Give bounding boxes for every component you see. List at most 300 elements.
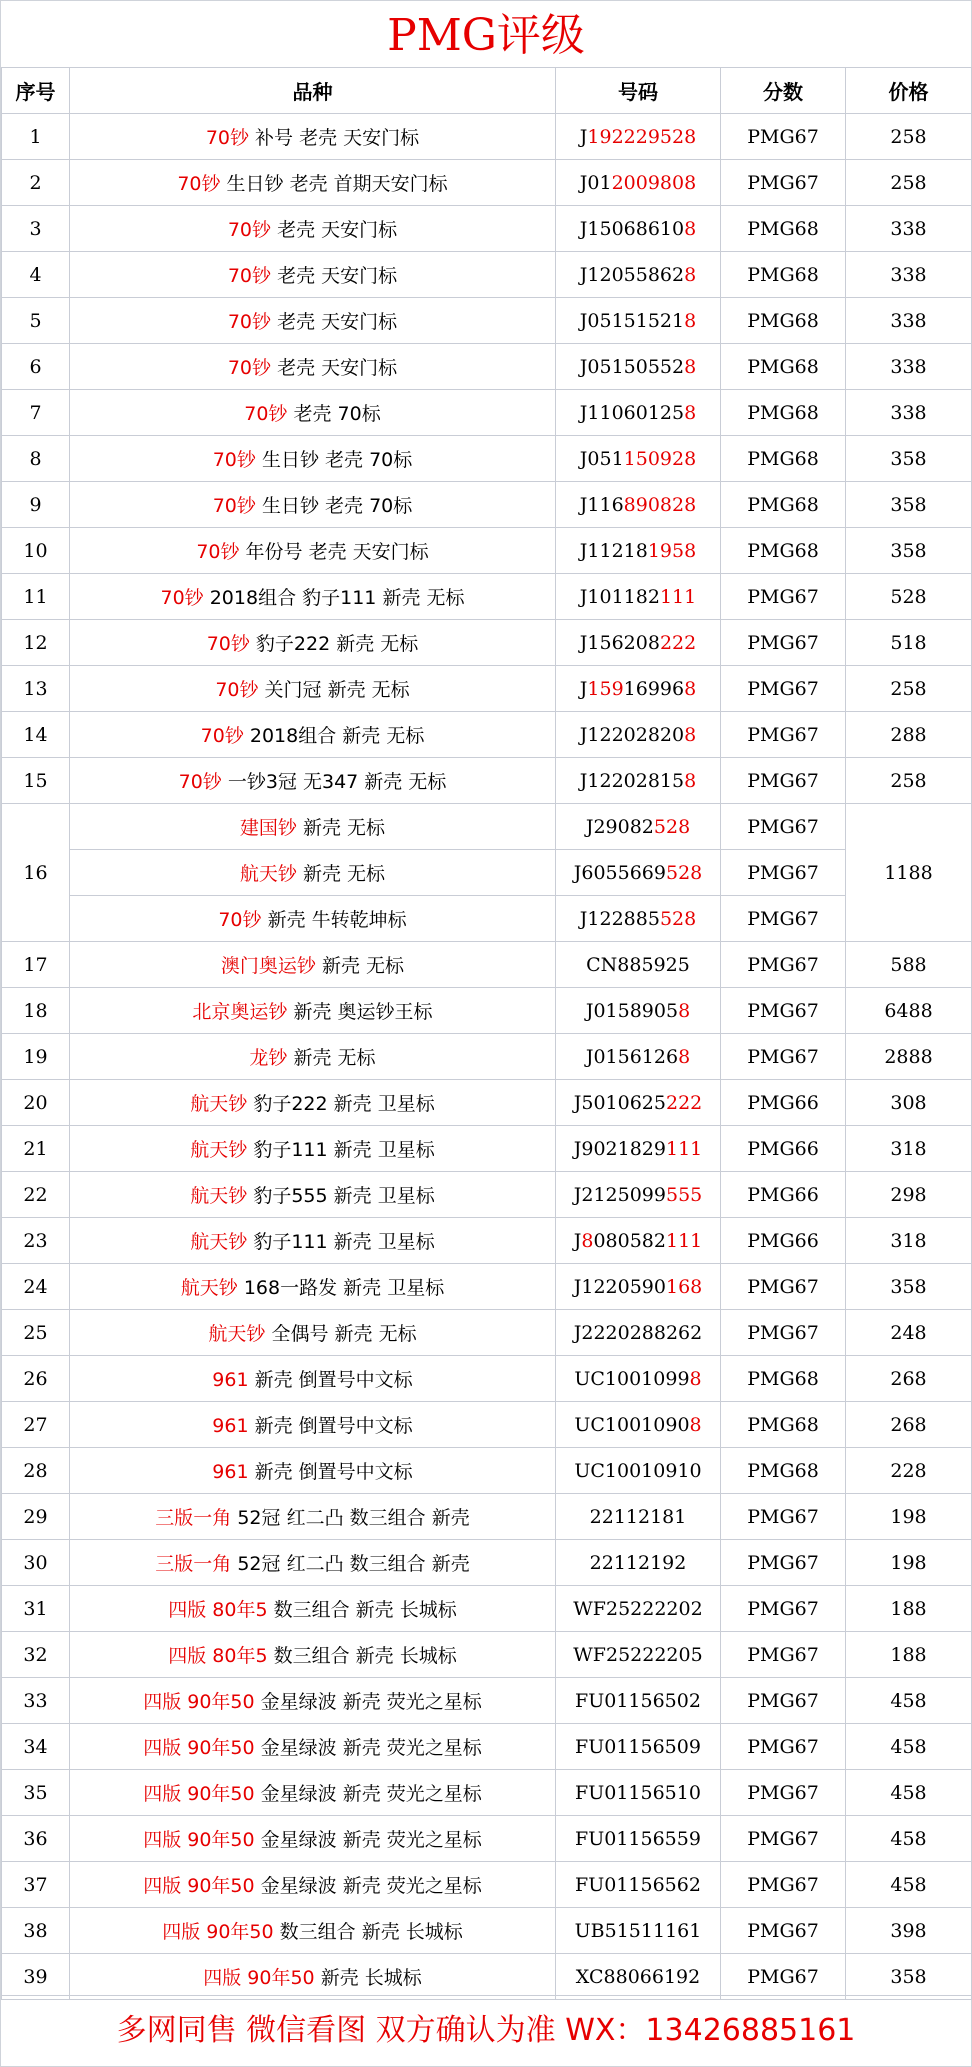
text-segment: 新壳 [333, 1139, 372, 1161]
text-segment: 卫星标 [377, 1185, 435, 1207]
row-serial [556, 574, 721, 620]
text-segment: 90年50 [187, 1737, 255, 1759]
row-serial [556, 850, 721, 896]
row-price: 268 [846, 1402, 972, 1448]
row-price: 248 [846, 1310, 972, 1356]
text-segment: 新壳 [333, 1231, 372, 1253]
text-segment: 90年50 [206, 1921, 274, 1943]
table-row [2, 206, 972, 252]
row-index: 25 [2, 1310, 70, 1356]
row-variety [70, 1632, 556, 1678]
row-index: 3 [2, 206, 70, 252]
row-score: PMG67 [721, 666, 846, 712]
text-segment: 新壳 [293, 1047, 332, 1069]
text-segment: 豹子222 [253, 1093, 328, 1115]
text-segment: 890828 [623, 493, 697, 516]
text-segment: 红二凸 [286, 1507, 344, 1529]
row-score: PMG67 [721, 1908, 846, 1954]
row-serial [556, 1632, 721, 1678]
text-segment: 70钞 [177, 173, 221, 195]
row-serial [556, 942, 721, 988]
row-price: 338 [846, 252, 972, 298]
text-segment: 新壳 [342, 1783, 381, 1805]
table-row [2, 1356, 972, 1402]
row-variety [70, 1540, 556, 1586]
text-segment: 无标 [337, 1047, 376, 1069]
text-segment: 2009808 [611, 171, 697, 194]
row-variety [70, 1402, 556, 1448]
text-segment: 80年5 [212, 1645, 268, 1667]
text-segment: J12055862 [579, 263, 685, 286]
row-index: 5 [2, 298, 70, 344]
text-segment: 8 [689, 1367, 702, 1390]
row-variety [70, 344, 556, 390]
row-index: 13 [2, 666, 70, 712]
text-segment: 111 [659, 585, 697, 608]
text-segment: 961 [212, 1369, 249, 1391]
text-segment: 四版 [143, 1829, 182, 1851]
text-segment: 天安门标 [321, 219, 398, 241]
text-segment: 航天钞 [180, 1277, 238, 1299]
row-score: PMG68 [721, 482, 846, 528]
row-serial [556, 1172, 721, 1218]
row-index: 2 [2, 160, 70, 206]
row-price: 188 [846, 1586, 972, 1632]
text-segment: 无标 [378, 1323, 417, 1345]
row-variety [70, 1034, 556, 1080]
row-variety [70, 1770, 556, 1816]
text-segment: J6055669 [573, 861, 666, 884]
table-row [2, 298, 972, 344]
text-segment: 荧光之星标 [386, 1783, 482, 1805]
text-segment: 航天钞 [208, 1323, 266, 1345]
grading-table [1, 67, 972, 2000]
text-segment: 70钞 [227, 357, 272, 379]
row-index: 8 [2, 436, 70, 482]
row-index: 7 [2, 390, 70, 436]
text-segment: 豹子222 [255, 633, 331, 655]
row-index: 10 [2, 528, 70, 574]
text-segment: 长城标 [399, 1645, 457, 1667]
row-variety [70, 1448, 556, 1494]
row-variety [70, 712, 556, 758]
row-variety [70, 1586, 556, 1632]
text-segment: 新壳 [382, 587, 421, 609]
text-segment: 8 [678, 1045, 691, 1068]
row-price: 398 [846, 1908, 972, 1954]
row-variety [70, 942, 556, 988]
row-variety [70, 252, 556, 298]
row-variety [70, 482, 556, 528]
text-segment: 70钞 [206, 633, 250, 655]
table-row [2, 436, 972, 482]
text-segment: 8 [684, 677, 697, 700]
text-segment: 生日钞 [261, 449, 319, 471]
row-serial [556, 1218, 721, 1264]
row-price: 588 [846, 942, 972, 988]
text-segment: J156208 [579, 631, 660, 654]
row-serial [556, 1540, 721, 1586]
row-score: PMG67 [721, 1862, 846, 1908]
row-score: PMG67 [721, 1310, 846, 1356]
row-price: 258 [846, 160, 972, 206]
text-segment: 荧光之星标 [386, 1737, 482, 1759]
text-segment: 528 [659, 907, 697, 930]
row-price: 198 [846, 1494, 972, 1540]
table-row [2, 1954, 972, 2000]
text-segment: 航天钞 [190, 1185, 248, 1207]
row-index: 30 [2, 1540, 70, 1586]
text-segment: 90年50 [187, 1691, 255, 1713]
text-segment: J101182 [579, 585, 660, 608]
row-index: 4 [2, 252, 70, 298]
text-segment: 四版 [143, 1691, 182, 1713]
row-index: 27 [2, 1402, 70, 1448]
page-title: PMG评级 [387, 10, 585, 61]
text-segment: 老壳 [277, 219, 316, 241]
text-segment: 无标 [347, 863, 386, 885]
text-segment: 无标 [366, 955, 405, 977]
text-segment: 新壳 [355, 1645, 394, 1667]
text-segment: 补号 [255, 127, 294, 149]
row-index: 31 [2, 1586, 70, 1632]
text-segment: J12202815 [579, 769, 685, 792]
row-price: 358 [846, 1264, 972, 1310]
row-index: 15 [2, 758, 70, 804]
row-index: 24 [2, 1264, 70, 1310]
text-segment: 8 [581, 1229, 594, 1252]
text-segment: 年份号 [245, 541, 303, 563]
table-row [2, 1586, 972, 1632]
row-variety [70, 206, 556, 252]
row-index: 11 [2, 574, 70, 620]
row-price: 458 [846, 1862, 972, 1908]
row-index: 12 [2, 620, 70, 666]
text-segment: J2220288262 [573, 1321, 703, 1344]
text-segment: 生日钞 [226, 173, 284, 195]
text-segment: J5010625 [573, 1091, 666, 1114]
row-serial [556, 1448, 721, 1494]
row-serial [556, 1126, 721, 1172]
row-index: 28 [2, 1448, 70, 1494]
text-segment: 卫星标 [377, 1139, 435, 1161]
row-score: PMG67 [721, 574, 846, 620]
text-segment: 航天钞 [190, 1093, 248, 1115]
row-variety [70, 758, 556, 804]
row-variety [70, 298, 556, 344]
row-serial [556, 758, 721, 804]
row-price: 288 [846, 712, 972, 758]
text-segment: J [573, 1229, 582, 1252]
row-serial [556, 1954, 721, 2000]
text-segment: 168一路发 [243, 1277, 338, 1299]
row-serial [556, 988, 721, 1034]
text-segment: 三版一角 [155, 1507, 232, 1529]
text-segment: 无标 [371, 679, 410, 701]
row-index: 18 [2, 988, 70, 1034]
row-score: PMG67 [721, 1540, 846, 1586]
table-row [2, 1908, 972, 1954]
text-segment: 70钞 [200, 725, 244, 747]
text-segment: 70钞 [196, 541, 240, 563]
text-segment: J11060125 [579, 401, 685, 424]
text-segment: 天安门标 [321, 265, 398, 287]
text-segment: 90年50 [187, 1829, 255, 1851]
row-index: 22 [2, 1172, 70, 1218]
row-serial [556, 896, 721, 942]
text-segment: 新壳 [334, 1323, 373, 1345]
row-score: PMG67 [721, 1954, 846, 2000]
row-variety [70, 666, 556, 712]
text-segment: 四版 [168, 1645, 207, 1667]
text-segment: 111 [665, 1137, 703, 1160]
table-row [2, 1264, 972, 1310]
text-segment: 四版 [143, 1875, 182, 1897]
text-segment: 卫星标 [377, 1093, 435, 1115]
row-serial [556, 1862, 721, 1908]
table-row [2, 988, 972, 1034]
row-serial [556, 1678, 721, 1724]
row-price: 318 [846, 1218, 972, 1264]
text-segment: WF25222205 [573, 1643, 703, 1666]
table-row [2, 850, 972, 896]
text-segment: FU01156562 [575, 1873, 701, 1896]
row-index: 35 [2, 1770, 70, 1816]
text-segment: 长城标 [399, 1599, 457, 1621]
text-segment: FU01156502 [575, 1689, 701, 1712]
text-segment: 老壳 [293, 403, 332, 425]
table-row [2, 1540, 972, 1586]
text-segment: 90年50 [187, 1783, 255, 1805]
row-score: PMG68 [721, 390, 846, 436]
table-header-row [2, 68, 972, 114]
row-variety [70, 1816, 556, 1862]
text-segment: 新壳 [293, 1001, 332, 1023]
row-serial [556, 1264, 721, 1310]
row-price: 528 [846, 574, 972, 620]
row-score: PMG66 [721, 1126, 846, 1172]
row-score: PMG68 [721, 252, 846, 298]
table-row [2, 390, 972, 436]
text-segment: 222 [665, 1091, 703, 1114]
row-price: 188 [846, 1632, 972, 1678]
row-score: PMG67 [721, 758, 846, 804]
table-row [2, 758, 972, 804]
text-segment: 老壳 [325, 495, 364, 517]
row-price: 358 [846, 482, 972, 528]
row-price: 318 [846, 1126, 972, 1172]
text-segment: UB51511161 [574, 1919, 702, 1942]
table-row [2, 1402, 972, 1448]
text-segment: 22112181 [589, 1505, 687, 1528]
row-index: 32 [2, 1632, 70, 1678]
text-segment: 新壳 [336, 633, 375, 655]
text-segment: J9021829 [573, 1137, 666, 1160]
text-segment: 倒置号中文标 [298, 1415, 413, 1437]
text-segment: 70标 [337, 403, 381, 425]
text-segment: 70钞 [218, 909, 262, 931]
row-price: 258 [846, 666, 972, 712]
text-segment: 老壳 [299, 127, 338, 149]
row-serial [556, 620, 721, 666]
text-segment: 四版 [203, 1967, 242, 1989]
text-segment: 70钞 [227, 265, 272, 287]
text-segment: 全偶号 [271, 1323, 329, 1345]
row-score: PMG67 [721, 620, 846, 666]
text-segment: 1958 [647, 539, 697, 562]
table-row [2, 1218, 972, 1264]
text-segment: J051 [579, 447, 624, 470]
header-index: 序号 [2, 68, 70, 114]
text-segment: 豹子555 [253, 1185, 328, 1207]
text-segment: 老壳 [277, 357, 316, 379]
row-variety [70, 850, 556, 896]
text-segment: 航天钞 [190, 1139, 248, 1161]
row-price: 338 [846, 206, 972, 252]
text-segment: J15068610 [579, 217, 685, 240]
table-row [2, 482, 972, 528]
row-score: PMG67 [721, 1264, 846, 1310]
text-segment: 528 [653, 815, 691, 838]
text-segment: WF25222202 [573, 1597, 703, 1620]
row-price: 358 [846, 528, 972, 574]
row-variety [70, 1310, 556, 1356]
text-segment: 金星绿波 [260, 1691, 337, 1713]
row-price: 308 [846, 1080, 972, 1126]
row-price: 338 [846, 390, 972, 436]
text-segment: UC1001099 [574, 1367, 690, 1390]
row-score: PMG68 [721, 1402, 846, 1448]
row-index: 14 [2, 712, 70, 758]
row-score: PMG66 [721, 1080, 846, 1126]
row-index: 20 [2, 1080, 70, 1126]
row-variety [70, 1494, 556, 1540]
text-segment: 16996 [623, 677, 685, 700]
text-segment: J05150552 [579, 355, 685, 378]
text-segment: 新壳 [364, 771, 403, 793]
text-segment: 70标 [369, 495, 413, 517]
header-score: 分数 [721, 68, 846, 114]
row-score: PMG68 [721, 344, 846, 390]
text-segment: 老壳 [277, 311, 316, 333]
row-score: PMG68 [721, 1356, 846, 1402]
text-segment: 90年50 [187, 1875, 255, 1897]
text-segment: 建国钞 [239, 817, 297, 839]
row-index: 39 [2, 1954, 70, 2000]
text-segment: 航天钞 [190, 1231, 248, 1253]
row-serial [556, 114, 721, 160]
text-segment: 荧光之星标 [386, 1691, 482, 1713]
text-segment: CN885925 [586, 953, 690, 976]
row-serial [556, 1494, 721, 1540]
row-score: PMG67 [721, 1034, 846, 1080]
row-serial [556, 482, 721, 528]
text-segment: 豹子111 [253, 1139, 328, 1161]
row-index: 19 [2, 1034, 70, 1080]
text-segment: 70钞 [178, 771, 222, 793]
row-index: 1 [2, 114, 70, 160]
text-segment: 90年50 [247, 1967, 315, 1989]
text-segment: J0156126 [585, 1045, 679, 1068]
text-segment: 19222952 [587, 125, 685, 148]
row-variety [70, 1954, 556, 2000]
text-segment: 新壳 [342, 1829, 381, 1851]
text-segment: J116 [579, 493, 624, 516]
row-score: PMG67 [721, 1724, 846, 1770]
row-price: 2888 [846, 1034, 972, 1080]
row-serial [556, 712, 721, 758]
row-variety [70, 114, 556, 160]
text-segment: 8 [684, 125, 697, 148]
text-segment: 金星绿波 [260, 1783, 337, 1805]
table-row [2, 1770, 972, 1816]
text-segment: 三版一角 [155, 1553, 232, 1575]
row-price: 258 [846, 758, 972, 804]
row-variety [70, 1172, 556, 1218]
table-row [2, 528, 972, 574]
row-serial [556, 344, 721, 390]
text-segment: 卫星标 [387, 1277, 445, 1299]
row-price: 338 [846, 344, 972, 390]
text-segment: 70标 [369, 449, 413, 471]
row-serial [556, 1908, 721, 1954]
text-segment: 金星绿波 [260, 1737, 337, 1759]
text-segment: 70钞 [227, 311, 272, 333]
text-segment: 无标 [408, 771, 447, 793]
text-segment: 8 [684, 263, 697, 286]
table-row [2, 1172, 972, 1218]
header-serial: 号码 [556, 68, 721, 114]
text-segment: 8 [684, 769, 697, 792]
row-index: 9 [2, 482, 70, 528]
row-price: 338 [846, 298, 972, 344]
row-serial [556, 1770, 721, 1816]
row-serial [556, 206, 721, 252]
text-segment: 天安门标 [321, 357, 398, 379]
text-segment: 荧光之星标 [386, 1875, 482, 1897]
text-segment: 长城标 [405, 1921, 463, 1943]
row-index: 33 [2, 1678, 70, 1724]
text-segment: 新壳 [355, 1599, 394, 1621]
text-segment: 168 [665, 1275, 703, 1298]
row-score: PMG66 [721, 1172, 846, 1218]
text-segment: 2018组合 [249, 725, 337, 747]
text-segment: 52冠 [237, 1553, 281, 1575]
table-row [2, 1862, 972, 1908]
row-serial [556, 1310, 721, 1356]
row-score: PMG66 [721, 1218, 846, 1264]
row-serial [556, 436, 721, 482]
text-segment: 8 [684, 401, 697, 424]
text-segment: 8 [684, 355, 697, 378]
row-variety [70, 1218, 556, 1264]
text-segment: J11218 [579, 539, 648, 562]
text-segment: FU01156559 [575, 1827, 701, 1850]
row-variety [70, 620, 556, 666]
text-segment: 111 [665, 1229, 703, 1252]
row-serial [556, 390, 721, 436]
text-segment: 8 [684, 723, 697, 746]
table-row [2, 252, 972, 298]
table-row [2, 1724, 972, 1770]
row-score: PMG67 [721, 896, 846, 942]
text-segment: 新壳 [361, 1921, 400, 1943]
footer-contact: 多网同售 微信看图 双方确认为准 WX：13426885161 [1, 1995, 971, 2066]
text-segment: 关门冠 [264, 679, 322, 701]
row-variety [70, 1126, 556, 1172]
header-price: 价格 [846, 68, 972, 114]
row-serial [556, 1356, 721, 1402]
